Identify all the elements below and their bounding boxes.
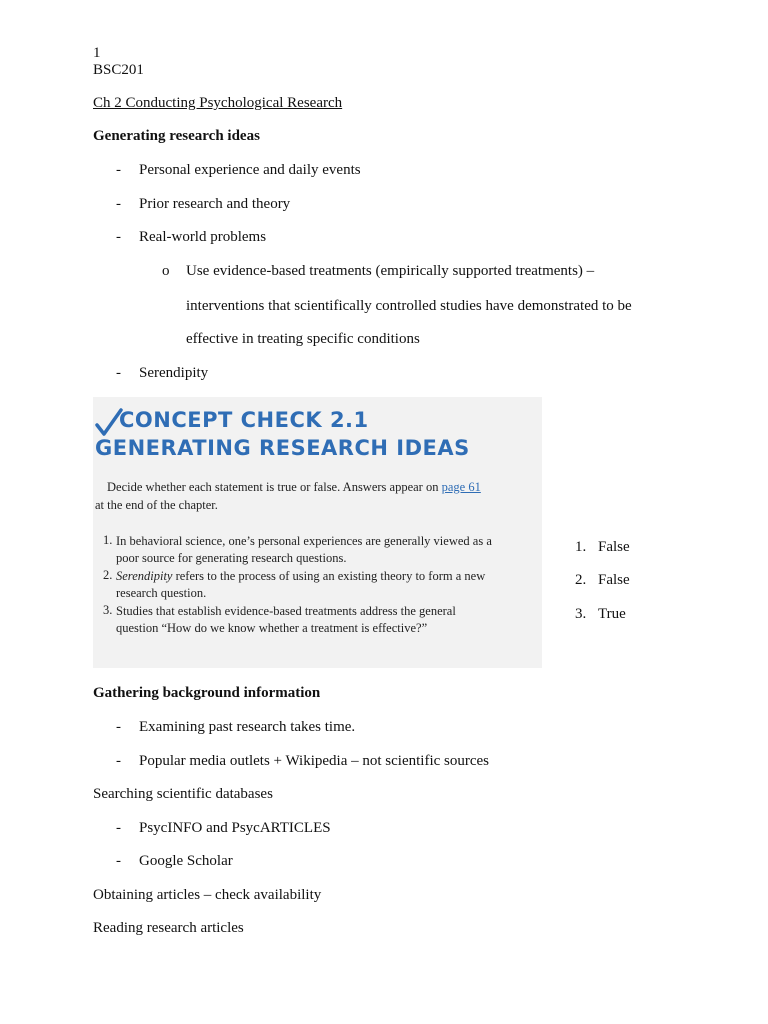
- list-item: Real-world problems: [139, 229, 267, 245]
- dash-marker: -: [116, 229, 121, 245]
- answer-number: 2.: [575, 572, 587, 588]
- dash-marker: -: [116, 196, 121, 212]
- answer-text: False: [598, 572, 630, 588]
- list-item: Popular media outlets + Wikipedia – not scientific sources: [139, 753, 490, 769]
- section-heading-background-info: Gathering background information: [93, 685, 321, 701]
- sub-list-item-line: Use evidence-based treatments (empirically supported treatments) –: [186, 263, 595, 279]
- dash-marker: -: [116, 162, 121, 178]
- section-heading-generating-ideas: Generating research ideas: [93, 128, 260, 144]
- italic-term: Serendipity: [116, 569, 173, 583]
- dash-marker: -: [116, 753, 121, 769]
- page-number: 1: [93, 45, 101, 61]
- concept-check-instructions: [107, 479, 481, 496]
- sub-bullet-marker: o: [162, 263, 170, 279]
- list-item: Examining past research takes time.: [139, 719, 356, 735]
- page-link[interactable]: page 61: [441, 480, 481, 494]
- line-reading-articles: Reading research articles: [93, 920, 244, 936]
- section-heading-databases: Searching scientific databases: [93, 786, 273, 802]
- answer-text: False: [598, 539, 630, 555]
- answer-number: 1.: [575, 539, 587, 555]
- concept-check-item-line: In behavioral science, one’s personal experiences are generally viewed as a: [116, 534, 492, 548]
- line-obtaining-articles: Obtaining articles – check availability: [93, 887, 322, 903]
- answer-number: 3.: [575, 606, 587, 622]
- item-number: 3.: [103, 603, 113, 617]
- concept-check-item-line: Studies that establish evidence-based treatments address the general: [116, 604, 456, 618]
- instructions-text: Decide whether each statement is true or false. Answers appear on: [107, 480, 442, 494]
- concept-check-box: [93, 397, 542, 668]
- list-item: Prior research and theory: [139, 196, 291, 212]
- item-number: 2.: [103, 568, 113, 582]
- concept-check-item-line: research question.: [116, 586, 207, 600]
- course-code: BSC201: [93, 62, 144, 78]
- sub-list-item-line: effective in treating specific conditions: [186, 331, 420, 347]
- item-text: refers to the process of using an existing theory to form a new: [172, 569, 486, 583]
- dash-marker: -: [116, 853, 121, 869]
- list-item: Google Scholar: [139, 853, 233, 869]
- dash-marker: -: [116, 719, 121, 735]
- item-number: 1.: [103, 533, 113, 547]
- concept-check-item-line: poor source for generating research questions.: [116, 551, 347, 565]
- list-item: PsycINFO and PsycARTICLES: [139, 820, 331, 836]
- answer-text: True: [598, 606, 626, 622]
- concept-check-title: CONCEPT CHECK 2.1: [119, 408, 369, 432]
- dash-marker: -: [116, 365, 121, 381]
- concept-check-instructions-cont: at the end of the chapter.: [95, 498, 218, 512]
- concept-check-subtitle: GENERATING RESEARCH IDEAS: [95, 436, 470, 460]
- dash-marker: -: [116, 820, 121, 836]
- list-item: Personal experience and daily events: [139, 162, 361, 178]
- concept-check-item-line: [116, 568, 485, 585]
- chapter-title: Ch 2 Conducting Psychological Research: [93, 95, 343, 111]
- concept-check-item-line: question “How do we know whether a treatment is effective?”: [116, 621, 428, 635]
- sub-list-item-line: interventions that scientifically controlled studies have demonstrated to be: [186, 298, 632, 314]
- list-item: Serendipity: [139, 365, 209, 381]
